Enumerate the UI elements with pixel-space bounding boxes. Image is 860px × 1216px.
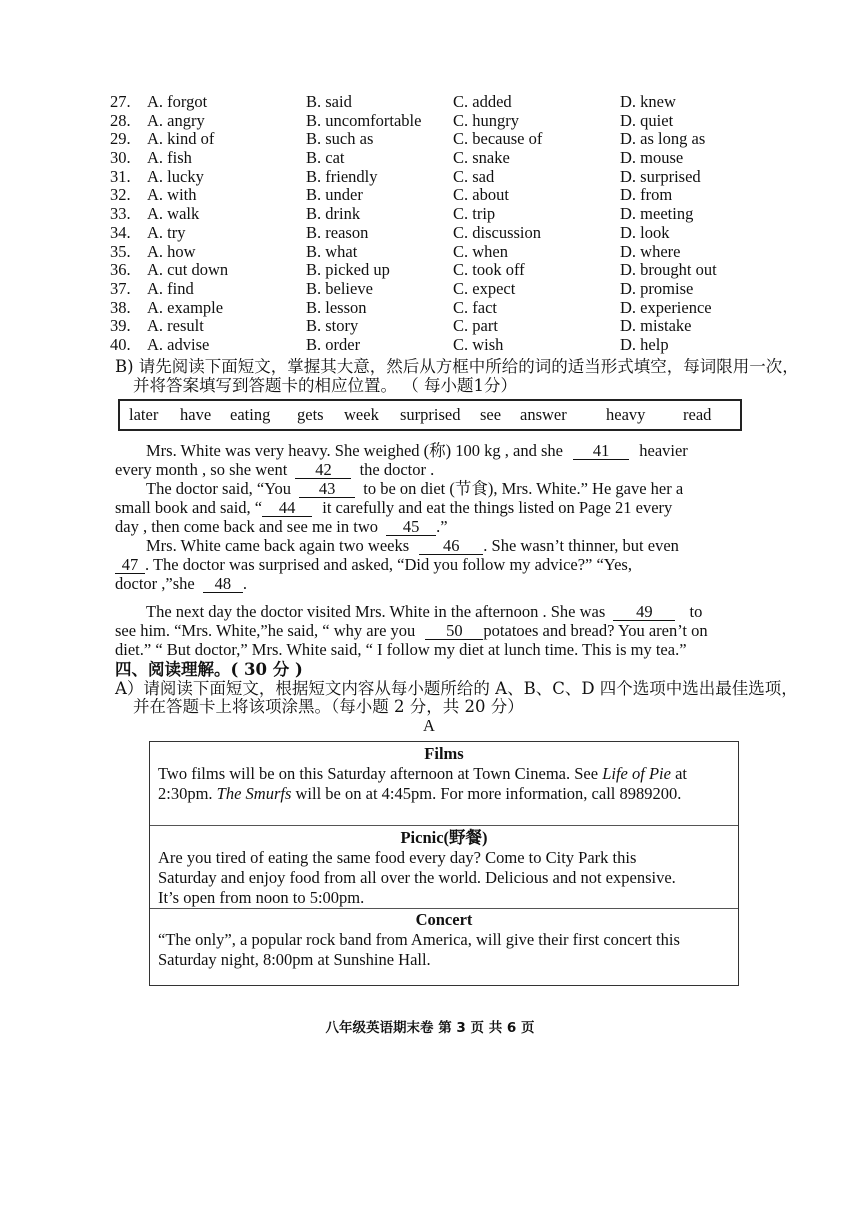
option-d: D. where bbox=[620, 241, 681, 261]
option-a: A. try bbox=[147, 222, 186, 242]
passage-label: A bbox=[423, 716, 435, 735]
option-b: B. drink bbox=[306, 204, 361, 224]
option-a: A. kind of bbox=[147, 129, 215, 149]
option-b: B. such as bbox=[306, 129, 374, 149]
option-d: D. help bbox=[620, 334, 669, 354]
option-a: A. find bbox=[147, 278, 194, 298]
story-paragraph-4 bbox=[115, 602, 743, 659]
question-row bbox=[110, 243, 770, 262]
option-b: B. said bbox=[306, 92, 352, 111]
question-row bbox=[110, 205, 770, 224]
option-d: D. mistake bbox=[620, 316, 692, 336]
question-row bbox=[110, 186, 770, 205]
option-a: A. result bbox=[147, 316, 204, 336]
blank-46: 46 bbox=[419, 537, 483, 555]
option-a: A. angry bbox=[147, 110, 205, 130]
option-c: C. expect bbox=[453, 278, 516, 298]
question-number: 34. bbox=[110, 222, 131, 242]
option-b: B. under bbox=[306, 185, 363, 205]
story-text: heavier bbox=[639, 441, 688, 460]
option-a: A. cut down bbox=[147, 260, 229, 280]
picnic-line-2: Saturday and enjoy food from all over the world. Delicious and not expensive. bbox=[158, 868, 676, 887]
films-text-4: will be on at 4:45pm. For more information, call 8989200. bbox=[291, 784, 682, 803]
story-text: day , then come back and see me in two bbox=[115, 517, 378, 536]
story-text: small book and said, “ bbox=[115, 498, 263, 517]
question-row bbox=[110, 280, 770, 299]
story-text: Mrs. White came back again two weeks bbox=[146, 536, 410, 555]
option-c: C. part bbox=[453, 316, 498, 336]
films-text-1: Two films will be on this Saturday afternoon at Town Cinema. See bbox=[158, 764, 603, 783]
story-text: Mrs. White was very heavy. She weighed (称) 100 kg , and she bbox=[146, 441, 563, 460]
question-number: 39. bbox=[110, 316, 131, 336]
question-row bbox=[110, 261, 770, 280]
option-c: C. wish bbox=[453, 334, 504, 354]
word-bank-item: eating bbox=[230, 405, 271, 424]
question-number: 29. bbox=[110, 129, 131, 149]
option-d: D. quiet bbox=[620, 110, 674, 130]
word-bank-item: heavy bbox=[606, 405, 646, 424]
option-b: B. story bbox=[306, 316, 359, 336]
films-text bbox=[158, 764, 730, 804]
option-c: C. hungry bbox=[453, 110, 519, 130]
concert-heading: Concert bbox=[415, 910, 473, 929]
story-text: to bbox=[689, 602, 703, 621]
option-a: A. walk bbox=[147, 204, 200, 224]
notice-picnic bbox=[150, 825, 738, 908]
option-c: C. about bbox=[453, 185, 509, 205]
section-4-instruction-1: A）请阅读下面短文，根据短文内容从每小题所给的 A、B、C、D 四个选项中选出最佳选项， bbox=[115, 679, 798, 698]
story-text: every month , so she went bbox=[115, 460, 288, 479]
option-d: D. knew bbox=[620, 92, 676, 111]
word-bank-item: surprised bbox=[400, 405, 461, 424]
word-bank-item: have bbox=[180, 405, 212, 424]
films-text-2: at bbox=[670, 764, 687, 783]
option-d: D. as long as bbox=[620, 129, 706, 149]
story-text: .” bbox=[436, 517, 448, 536]
option-d: D. look bbox=[620, 222, 670, 242]
option-a: A. advise bbox=[147, 334, 210, 354]
notice-films bbox=[150, 744, 738, 804]
option-a: A. how bbox=[147, 241, 196, 261]
notice-board bbox=[149, 741, 739, 986]
question-row bbox=[110, 93, 770, 112]
section-4-title: 四、阅读理解。( 30 分 ) bbox=[115, 660, 303, 679]
film-title-1: Life of Pie bbox=[602, 764, 671, 783]
question-number: 38. bbox=[110, 297, 131, 317]
section-b-instruction-2: 并将答案填写到答题卡的相应位置。 （ 每小题1分） bbox=[133, 376, 517, 395]
option-a: A. fish bbox=[147, 148, 192, 168]
option-b: B. cat bbox=[306, 148, 345, 168]
option-c: C. added bbox=[453, 92, 512, 111]
story-text: it carefully and eat the things listed on Page 21 every bbox=[322, 498, 673, 517]
story-paragraph-1 bbox=[115, 441, 743, 479]
option-c: C. when bbox=[453, 241, 508, 261]
films-text-3: 2:30pm. bbox=[158, 784, 217, 803]
option-d: D. experience bbox=[620, 297, 712, 317]
story-text: see him. “Mrs. White,”he said, “ why are you bbox=[115, 621, 416, 640]
question-row bbox=[110, 224, 770, 243]
question-number: 37. bbox=[110, 278, 131, 298]
option-d: D. mouse bbox=[620, 148, 684, 168]
blank-44: 44 bbox=[262, 499, 312, 517]
option-d: D. brought out bbox=[620, 260, 717, 280]
blank-42: 42 bbox=[295, 461, 351, 479]
question-row bbox=[110, 168, 770, 187]
question-number: 30. bbox=[110, 148, 131, 168]
option-c: C. snake bbox=[453, 148, 510, 168]
notice-concert bbox=[150, 908, 738, 970]
option-b: B. order bbox=[306, 334, 361, 354]
question-number: 28. bbox=[110, 110, 131, 130]
option-b: B. believe bbox=[306, 278, 373, 298]
question-number: 31. bbox=[110, 166, 131, 186]
story-text: The next day the doctor visited Mrs. White in the afternoon . She was bbox=[146, 602, 606, 621]
story-text: doctor ,”she bbox=[115, 574, 195, 593]
blank-41: 41 bbox=[573, 442, 629, 460]
option-c: C. discussion bbox=[453, 222, 542, 242]
option-b: B. picked up bbox=[306, 260, 390, 280]
word-bank-item: read bbox=[683, 405, 712, 424]
option-a: A. lucky bbox=[147, 166, 204, 186]
word-bank-box bbox=[118, 399, 742, 431]
option-c: C. sad bbox=[453, 166, 495, 186]
option-b: B. reason bbox=[306, 222, 369, 242]
question-number: 36. bbox=[110, 260, 131, 280]
blank-47: 47 bbox=[115, 556, 145, 574]
story-text: potatoes and bread? You aren’t on bbox=[483, 621, 708, 640]
question-row bbox=[110, 130, 770, 149]
story-text: to be on diet (节食), Mrs. White.” He gave her a bbox=[363, 479, 684, 498]
picnic-line-1: Are you tired of eating the same food every day? Come to City Park this bbox=[158, 848, 637, 867]
option-b: B. friendly bbox=[306, 166, 378, 186]
question-number: 35. bbox=[110, 241, 131, 261]
word-bank-item: later bbox=[129, 405, 159, 424]
section-4-instruction-2: 并在答题卡上将该项涂黑。（每小题 2 分，共 20 分） bbox=[133, 697, 524, 716]
picnic-line-3: It’s open from noon to 5:00pm. bbox=[158, 888, 365, 907]
option-d: D. surprised bbox=[620, 166, 701, 186]
blank-50: 50 bbox=[425, 622, 483, 640]
word-bank-item: see bbox=[480, 405, 502, 424]
films-heading: Films bbox=[424, 744, 464, 763]
option-c: C. because of bbox=[453, 129, 543, 149]
word-bank-item: week bbox=[344, 405, 379, 424]
option-b: B. what bbox=[306, 241, 358, 261]
story-paragraph-2 bbox=[115, 479, 743, 536]
section-b-instruction-1: B) 请先阅读下面短文，掌握其大意，然后从方框中所给的词的适当形式填空，每词限用一次， bbox=[115, 357, 799, 376]
blank-49: 49 bbox=[613, 603, 675, 621]
question-number: 27. bbox=[110, 92, 131, 111]
film-title-2: The Smurfs bbox=[216, 784, 292, 803]
option-c: C. fact bbox=[453, 297, 497, 317]
picnic-heading: Picnic(野餐) bbox=[400, 828, 488, 847]
story-text: . She wasn’t thinner, but even bbox=[483, 536, 679, 555]
option-d: D. meeting bbox=[620, 204, 694, 224]
question-row bbox=[110, 336, 770, 355]
option-a: A. example bbox=[147, 297, 224, 317]
blank-45: 45 bbox=[386, 518, 436, 536]
concert-line-2: Saturday night, 8:00pm at Sunshine Hall. bbox=[158, 950, 431, 969]
story-paragraph-3 bbox=[115, 536, 743, 593]
option-a: A. with bbox=[147, 185, 197, 205]
option-a: A. forgot bbox=[147, 92, 208, 111]
question-row bbox=[110, 112, 770, 131]
story-text: the doctor . bbox=[359, 460, 435, 479]
page-footer: 八年级英语期末卷 第 3 页 共 6 页 bbox=[325, 1020, 535, 1036]
question-row bbox=[110, 299, 770, 318]
story-text: diet.” “ But doctor,” Mrs. White said, “ I follow my diet at lunch time. This is my tea.” bbox=[115, 640, 687, 659]
story-text: The doctor said, “You bbox=[146, 479, 291, 498]
blank-48: 48 bbox=[203, 575, 243, 593]
word-bank-item: answer bbox=[520, 405, 567, 424]
option-b: B. uncomfortable bbox=[306, 110, 422, 130]
question-row bbox=[110, 149, 770, 168]
story-text: . bbox=[242, 574, 247, 593]
option-b: B. lesson bbox=[306, 297, 367, 317]
blank-43: 43 bbox=[299, 480, 355, 498]
question-number: 40. bbox=[110, 334, 131, 354]
option-d: D. promise bbox=[620, 278, 694, 298]
option-d: D. from bbox=[620, 185, 673, 205]
choice-list bbox=[110, 93, 770, 355]
word-bank-item: gets bbox=[297, 405, 324, 424]
question-number: 33. bbox=[110, 204, 131, 224]
concert-line-1: “The only”, a popular rock band from America, will give their first concert this bbox=[158, 930, 680, 949]
question-number: 32. bbox=[110, 185, 131, 205]
option-c: C. took off bbox=[453, 260, 525, 280]
question-row bbox=[110, 317, 770, 336]
story-text: . The doctor was surprised and asked, “Did you follow my advice?” “Yes, bbox=[145, 555, 632, 574]
option-c: C. trip bbox=[453, 204, 496, 224]
